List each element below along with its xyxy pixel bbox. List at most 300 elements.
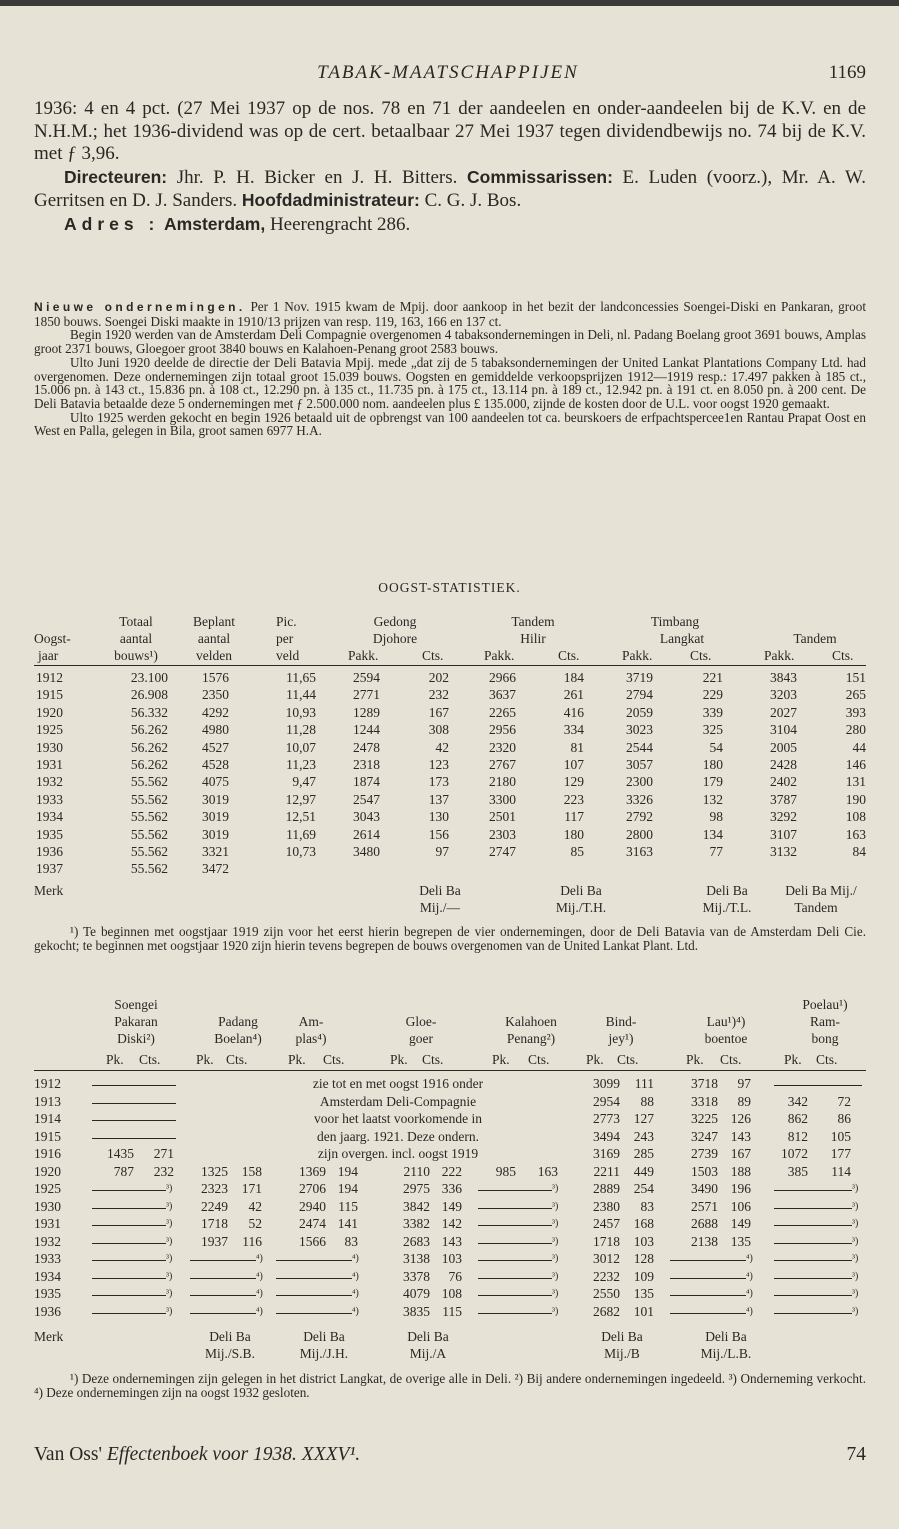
t2-pk-cell: 3247 [691,1128,718,1144]
t2-cts-cell: 163 [537,1163,558,1179]
t2-pk-cell: 2457 [593,1216,620,1231]
t2-empty-marker [478,1295,552,1296]
t1-h-pakk: Pakk. [484,648,515,663]
table1-footnote [34,925,866,953]
t2-empty-marker [190,1260,256,1261]
t1-h-cts: Cts. [422,648,444,663]
t1-h-timbang: Timbang [650,614,700,629]
t1-value-cell: 3472 [202,861,229,877]
t1-h-cts: Cts. [690,648,712,663]
t1-h-totaal2: aantal [119,631,153,646]
t1-h-totaal1: Totaal [119,614,153,629]
t2-note-cell: voor het laatst voorkomende in [314,1111,482,1126]
t1-h-cts: Cts. [558,648,580,663]
t1-value-cell: 179 [702,774,723,790]
t2-empty-marker [774,1225,852,1226]
t2-empty-marker [190,1278,256,1279]
dividend-text: 1936: 4 en 4 pct. (27 Mei 1937 op de nos. 78 en 71 der aandeelen en onder-aandeelen bij de K.V. en de N.H.M.; het 1936-dividend was op de cert. betaalbaar 27 Mei 1937 tegen dividendbewijs no. 74 bij de K.V. met ƒ 3,96. [34,98,866,165]
t1-value-cell: 3719 [626,670,653,685]
t2-pk-cell: 1937 [201,1233,228,1249]
t2-pk-cell: 2683 [403,1233,430,1249]
t1-value-cell: 2747 [489,844,516,859]
t1-value-cell: 129 [563,774,584,790]
t2-footnote-ref: ⁴) [746,1270,753,1282]
t2-cts-cell: 42 [248,1198,262,1214]
t1-value-cell: 3019 [202,826,229,842]
t1-value-cell: 131 [845,774,866,790]
t1-year-cell: 1935 [36,826,63,842]
t2-year-cell: 1935 [34,1286,61,1301]
t1-h-beplant1: Beplant [193,614,235,629]
t2-footnote-ref: ⁴) [746,1305,753,1317]
t2-pk-cell: 2889 [593,1181,620,1196]
t2-pk-cell: 4079 [403,1286,430,1301]
t1-value-cell: 308 [428,722,449,738]
t1-value-cell: 77 [709,844,723,859]
t2-cts-cell: 143 [730,1128,751,1144]
t2-empty-marker [190,1295,256,1296]
t2-empty-marker [478,1225,552,1226]
t2-footnote-ref: ⁴) [352,1305,359,1317]
t2-pk-cell: 3382 [403,1216,430,1231]
t2-footnote-ref: ³) [552,1200,559,1212]
footer-book [34,1444,360,1466]
t2-h-pk: Pk. [686,1052,704,1067]
t2-footnote-ref: ³) [166,1288,173,1299]
t1-value-cell: 167 [428,704,449,720]
t1-value-cell: 173 [428,774,449,790]
t2-h-po1: Poelau¹) [802,997,848,1012]
history-paragraph [34,300,866,328]
t2-footnote-ref: ⁴) [746,1253,753,1264]
t1-value-cell: 130 [428,809,449,825]
t1-h-tandem2: Tandem [793,631,837,646]
t2-cts-cell: 52 [248,1216,262,1231]
t2-cts-cell: 101 [633,1303,654,1319]
t1-value-cell: 11,28 [286,722,316,738]
t1-value-cell: 117 [564,809,584,825]
t2-pk-cell: 812 [787,1128,808,1144]
t2-empty-marker [774,1313,852,1314]
t2-merk-label: Merk [34,1329,64,1344]
t1-year-cell: 1936 [36,844,63,859]
t2-cts-cell: 158 [241,1163,262,1179]
t2-year-cell: 1912 [34,1076,61,1091]
t1-value-cell: 2767 [489,757,516,772]
nieuwe-ondernemingen-label: Nieuwe ondernemingen. [34,300,246,314]
t1-year-cell: 1915 [36,687,63,703]
t1-value-cell: 334 [563,722,584,738]
t1-value-cell: 393 [845,704,866,720]
t2-pk-cell: 3318 [691,1093,718,1109]
t1-merk-th4: Mij./T.H. [555,900,607,915]
t2-empty-marker [276,1260,352,1261]
t2-cts-cell: 194 [337,1181,358,1196]
t2-cts-cell: 141 [337,1216,358,1231]
t1-value-cell: 3043 [353,809,380,825]
t2-cts-cell: 111 [634,1076,654,1091]
t2-cts-cell: 76 [448,1268,462,1284]
t2-pk-cell: 1566 [299,1233,326,1249]
t2-footnote-ref: ³) [552,1235,559,1247]
t2-empty-marker [92,1243,166,1244]
t1-value-cell: 1289 [353,704,380,720]
t2-cts-cell: 114 [831,1163,851,1179]
t2-year-cell: 1932 [34,1233,61,1249]
t1-h-beplant3: velden [196,648,232,663]
t2-h-la2: boentoe [704,1031,748,1046]
t2-footnote-ref: ³) [552,1305,559,1317]
t1-value-cell: 1244 [353,722,380,738]
t2-pk-cell: 2110 [403,1163,430,1179]
t1-value-cell: 11,23 [286,757,316,772]
t2-cts-cell: 188 [730,1163,751,1179]
t2-cts-cell: 88 [640,1093,654,1109]
t2-empty-marker [92,1190,166,1191]
t2-h-cts: Cts. [816,1052,838,1067]
t1-year-cell: 1934 [36,809,63,825]
t1-h-pic1: Pic. [276,614,297,629]
t2-pk-cell: 3012 [593,1251,620,1266]
t1-value-cell: 98 [709,809,723,825]
t1-value-cell: 3104 [770,722,797,738]
t2-pk-cell: 2138 [691,1233,718,1249]
t2-merk-sb2: Mij./S.B. [205,1346,255,1361]
t2-cts-cell: 103 [633,1233,654,1249]
t2-empty-marker [670,1313,746,1314]
t1-value-cell: 11,69 [286,826,316,842]
t1-value-cell: 3787 [770,791,797,807]
t2-year-cell: 1930 [34,1198,61,1214]
t1-value-cell: 4528 [202,757,229,772]
t2-h-cts: Cts. [422,1052,444,1067]
t2-empty-marker [670,1278,746,1279]
t1-year-cell: 1912 [36,670,63,685]
t2-note-cell: Amsterdam Deli-Compagnie [319,1093,477,1109]
table2-rule [34,1070,866,1071]
t2-footnote-ref: ⁴) [352,1288,359,1299]
t2-pk-cell: 862 [787,1111,808,1126]
t2-cts-cell: 127 [633,1111,654,1126]
t2-footnote-ref: ³) [166,1183,173,1194]
t2-cts-cell: 143 [441,1233,462,1249]
management-text [34,166,866,213]
t2-empty-marker [774,1085,862,1086]
t2-pk-cell: 1325 [201,1163,228,1179]
t2-empty-marker [92,1085,176,1086]
t1-value-cell: 2005 [770,739,797,755]
t1-value-cell: 4292 [202,704,229,720]
company-intro [34,98,866,237]
commissarissen-value: E. Luden (voorz.), Mr. A. W. Gerritsen en D. J. Sanders. [34,166,866,212]
t2-footnote-ref: ³) [552,1183,559,1194]
t1-value-cell: 232 [428,687,449,703]
t1-value-cell: 151 [845,670,866,685]
t1-value-cell: 2180 [489,774,516,790]
t2-cts-cell: 449 [633,1163,654,1179]
t2-cts-cell: 243 [633,1128,654,1144]
t1-value-cell: 2956 [489,722,516,738]
t2-footnote-ref: ³) [166,1305,173,1317]
t1-value-cell: 2265 [489,704,516,720]
t2-empty-marker [774,1278,852,1279]
t2-empty-marker [92,1225,166,1226]
t2-year-cell: 1915 [34,1128,61,1144]
t2-footnote-ref: ³) [852,1235,859,1247]
t1-value-cell: 55.562 [130,826,168,842]
oogst-statistiek-title: OOGST-STATISTIEK. [378,580,521,595]
t2-cts-cell: 336 [441,1181,462,1196]
t1-value-cell: 11,44 [286,687,316,703]
t2-footnote-ref: ⁴) [746,1288,753,1299]
address-text [34,213,866,237]
t1-year-cell: 1932 [36,774,63,790]
t2-pk-cell: 1503 [691,1163,718,1179]
t2-pk-cell: 2211 [593,1163,620,1179]
t1-value-cell: 3023 [626,722,653,738]
t2-pk-cell: 3169 [593,1146,620,1161]
t2-h-pk: Pk. [196,1052,214,1067]
t2-empty-marker [478,1190,552,1191]
t2-empty-marker [92,1120,176,1121]
t1-value-cell: 2771 [353,687,380,703]
t2-pk-cell: 3099 [593,1076,620,1091]
t2-footnote-ref: ³) [166,1270,173,1282]
t2-cts-cell: 86 [837,1111,851,1126]
page-footer [34,1444,866,1472]
t1-value-cell: 339 [702,704,723,720]
t1-merk-td2: Tandem [794,900,838,915]
t1-h-pic3: veld [276,648,300,663]
t1-merk-tl2: Mij./T.L. [702,900,752,915]
hoofdadmin-value: C. G. J. Bos. [419,190,522,212]
t2-cts-cell: 222 [441,1163,462,1179]
t2-h-bi1: Bind- [605,1014,637,1029]
t2-empty-marker [774,1243,852,1244]
t2-h-pk: Pk. [390,1052,408,1067]
t2-merk-b1: Deli Ba [601,1329,643,1344]
adres-street: Heerengracht 286. [265,213,411,235]
t2-h-cts: Cts. [323,1052,345,1067]
header-page-number: 1169 [828,62,866,83]
t2-note-cell: zijn overgen. incl. oogst 1919 [317,1146,479,1161]
t2-h-gl1: Gloe- [405,1014,437,1029]
t1-year-cell: 1937 [36,861,63,877]
t1-year-cell: 1933 [36,791,63,807]
t2-cts-cell: 115 [338,1198,358,1214]
t2-cts-cell: 128 [633,1251,654,1266]
history-paragraph-4: Ulto 1925 werden gekocht en begin 1926 betaald uit de opbrengst van 100 aandeelen tot ca. beurskoers de erfpachtspercee1en Rantau Prapat Oost en West en Palla, gelegen in Bila, groot samen 6977 H.A. [34,409,866,439]
t2-pk-cell: 3842 [403,1198,430,1214]
t2-cts-cell: 149 [730,1216,751,1231]
t2-h-pk: Pk. [288,1052,306,1067]
t2-footnote-ref: ³) [852,1200,859,1212]
t2-cts-cell: 167 [730,1146,751,1161]
t2-empty-marker [276,1313,352,1314]
t1-value-cell: 2966 [489,670,516,685]
t1-value-cell: 55.562 [130,809,168,825]
t2-pk-cell: 3718 [691,1076,718,1091]
t2-cts-cell: 171 [241,1181,262,1196]
t2-year-cell: 1934 [34,1268,61,1284]
t2-h-pd1: Padang [218,1014,258,1029]
t1-h-oogst1: Oogst- [34,631,71,646]
t1-value-cell: 416 [563,704,584,720]
t2-empty-marker [478,1313,552,1314]
t1-h-totaal3: bouws¹) [114,648,158,663]
t2-merk-a2: Mij./A [409,1346,447,1361]
t2-cts-cell: 116 [242,1233,262,1249]
t1-value-cell: 2303 [489,826,516,842]
t2-h-cts: Cts. [720,1052,742,1067]
t2-cts-cell: 232 [153,1163,174,1179]
t1-value-cell: 2350 [202,687,229,703]
t1-h-cts: Cts. [832,648,854,663]
t1-value-cell: 3057 [626,757,653,772]
t1-value-cell: 2300 [626,774,653,790]
t2-empty-marker [92,1138,176,1139]
t1-value-cell: 10,93 [285,704,316,720]
t2-year-cell: 1936 [34,1303,61,1319]
t1-value-cell: 2318 [353,757,380,772]
t2-cts-cell: 103 [441,1251,462,1266]
t2-footnote-ref: ³) [852,1218,859,1229]
t1-year-cell: 1931 [36,757,63,772]
t1-value-cell: 56.262 [130,757,168,772]
t2-footnote-ref: ³) [166,1253,173,1264]
t2-empty-marker [276,1278,352,1279]
t2-footnote-ref: ³) [852,1270,859,1282]
t2-empty-marker [774,1295,852,1296]
t2-pk-cell: 1369 [299,1163,326,1179]
t2-footnote-ref: ³) [166,1200,173,1212]
t1-value-cell: 163 [845,826,866,842]
t2-footnote-ref: ³) [852,1183,859,1194]
t2-h-ka1: Kalahoen [505,1014,557,1029]
t2-merk-lb2: Mij./L.B. [700,1346,752,1361]
t1-value-cell: 56.262 [130,739,168,755]
t1-value-cell: 26.908 [130,687,168,703]
t2-pk-cell: 1718 [201,1216,228,1231]
t1-value-cell: 2792 [626,809,653,825]
t2-pk-cell: 1435 [107,1146,134,1161]
t2-year-cell: 1931 [34,1216,61,1231]
t2-h-bi2: jey¹) [608,1031,634,1046]
table1-footnote-text: ¹) Te beginnen met oogstjaar 1919 zijn voor het eerst hierin begrepen de vier ondernemingen, door de Deli Batavia van de Amsterdam Deli Cie. gekocht; te beginnen met oogstjaar 1920 zijn hierin tevens begrepen de bouws overgenomen van de United Lankat Plant. Ltd. [34,924,866,953]
t1-h-pakk: Pakk. [348,648,379,663]
t1-value-cell: 3019 [202,791,229,807]
t1-value-cell: 325 [702,722,723,738]
t2-merk-b2: Mij./B [604,1346,640,1361]
t2-h-po3: bong [811,1031,839,1046]
scan-edge [0,0,899,6]
t2-pk-cell: 3378 [403,1268,430,1284]
t1-value-cell: 12,97 [285,791,316,807]
t2-cts-cell: 142 [441,1216,462,1231]
t1-value-cell: 2478 [353,739,380,755]
header-title: TABAK-MAATSCHAPPIJEN [317,62,579,83]
t2-empty-marker [774,1208,852,1209]
t1-value-cell: 4527 [202,739,229,755]
t1-merk-th3: Deli Ba [560,883,602,898]
t1-value-cell: 56.262 [130,722,168,738]
t2-footnote-ref: ⁴) [352,1270,359,1282]
t2-cts-cell: 126 [730,1111,751,1126]
t1-value-cell: 3326 [626,791,653,807]
t2-h-pk: Pk. [492,1052,510,1067]
t2-year-cell: 1933 [34,1251,61,1266]
t2-empty-marker [478,1278,552,1279]
t2-footnote-ref: ⁴) [256,1305,263,1317]
t2-footnote-ref: ⁴) [256,1270,263,1282]
t1-value-cell: 132 [702,791,723,807]
footer-page-number: 74 [846,1444,866,1465]
table1-rule [34,665,866,666]
t1-value-cell: 56.332 [130,704,168,720]
t2-h-cts: Cts. [528,1052,550,1067]
t2-cts-cell: 196 [730,1181,751,1196]
t2-pk-cell: 2474 [299,1216,326,1231]
t1-merk-td1: Deli Ba Mij./ [785,883,857,898]
t1-value-cell: 156 [428,826,449,842]
t2-footnote-ref: ³) [552,1288,559,1299]
t2-footnote-ref: ⁴) [256,1253,263,1264]
t1-value-cell: 2544 [626,739,653,755]
t2-pk-cell: 3494 [593,1128,620,1144]
t1-value-cell: 137 [428,791,449,807]
t1-value-cell: 55.562 [130,774,168,790]
t1-value-cell: 261 [563,687,584,703]
t1-year-cell: 1930 [36,739,63,755]
t2-cts-cell: 83 [640,1198,654,1214]
t2-pk-cell: 2380 [593,1198,620,1214]
t1-merk-tl1: Deli Ba [706,883,748,898]
t1-value-cell: 1874 [353,774,380,790]
t2-pk-cell: 985 [495,1163,516,1179]
t1-value-cell: 229 [702,687,723,703]
t1-value-cell: 2547 [353,791,380,807]
t2-cts-cell: 108 [441,1286,462,1301]
t2-pk-cell: 2954 [593,1093,620,1109]
t1-value-cell: 2027 [770,704,797,720]
t1-value-cell: 2614 [353,826,380,842]
t2-empty-marker [92,1295,166,1296]
table2-footnote [34,1372,866,1400]
t2-empty-marker [92,1313,166,1314]
t2-merk-sb1: Deli Ba [209,1329,251,1344]
t2-cts-cell: 168 [633,1216,654,1231]
t1-value-cell: 2501 [489,809,516,825]
t1-value-cell: 180 [702,757,723,772]
t1-value-cell: 202 [428,670,449,685]
t1-value-cell: 2059 [626,704,653,720]
t2-year-cell: 1913 [34,1093,61,1109]
t1-value-cell: 107 [563,757,584,772]
t1-h-beplant2: aantal [197,631,231,646]
t1-value-cell: 23.100 [130,670,168,685]
t2-cts-cell: 83 [344,1233,358,1249]
t2-pk-cell: 1718 [593,1233,620,1249]
t1-value-cell: 44 [852,739,866,755]
t1-h-pakk: Pakk. [622,648,653,663]
t2-h-pk: Pk. [784,1052,802,1067]
t2-h-gl2: goer [409,1031,433,1046]
t2-empty-marker [92,1260,166,1261]
t1-h-gedong: Gedong [373,614,417,629]
t2-merk-jh1: Deli Ba [303,1329,345,1344]
t2-empty-marker [774,1190,852,1191]
t2-note-cell: den jaarg. 1921. Deze ondern. [316,1128,480,1144]
